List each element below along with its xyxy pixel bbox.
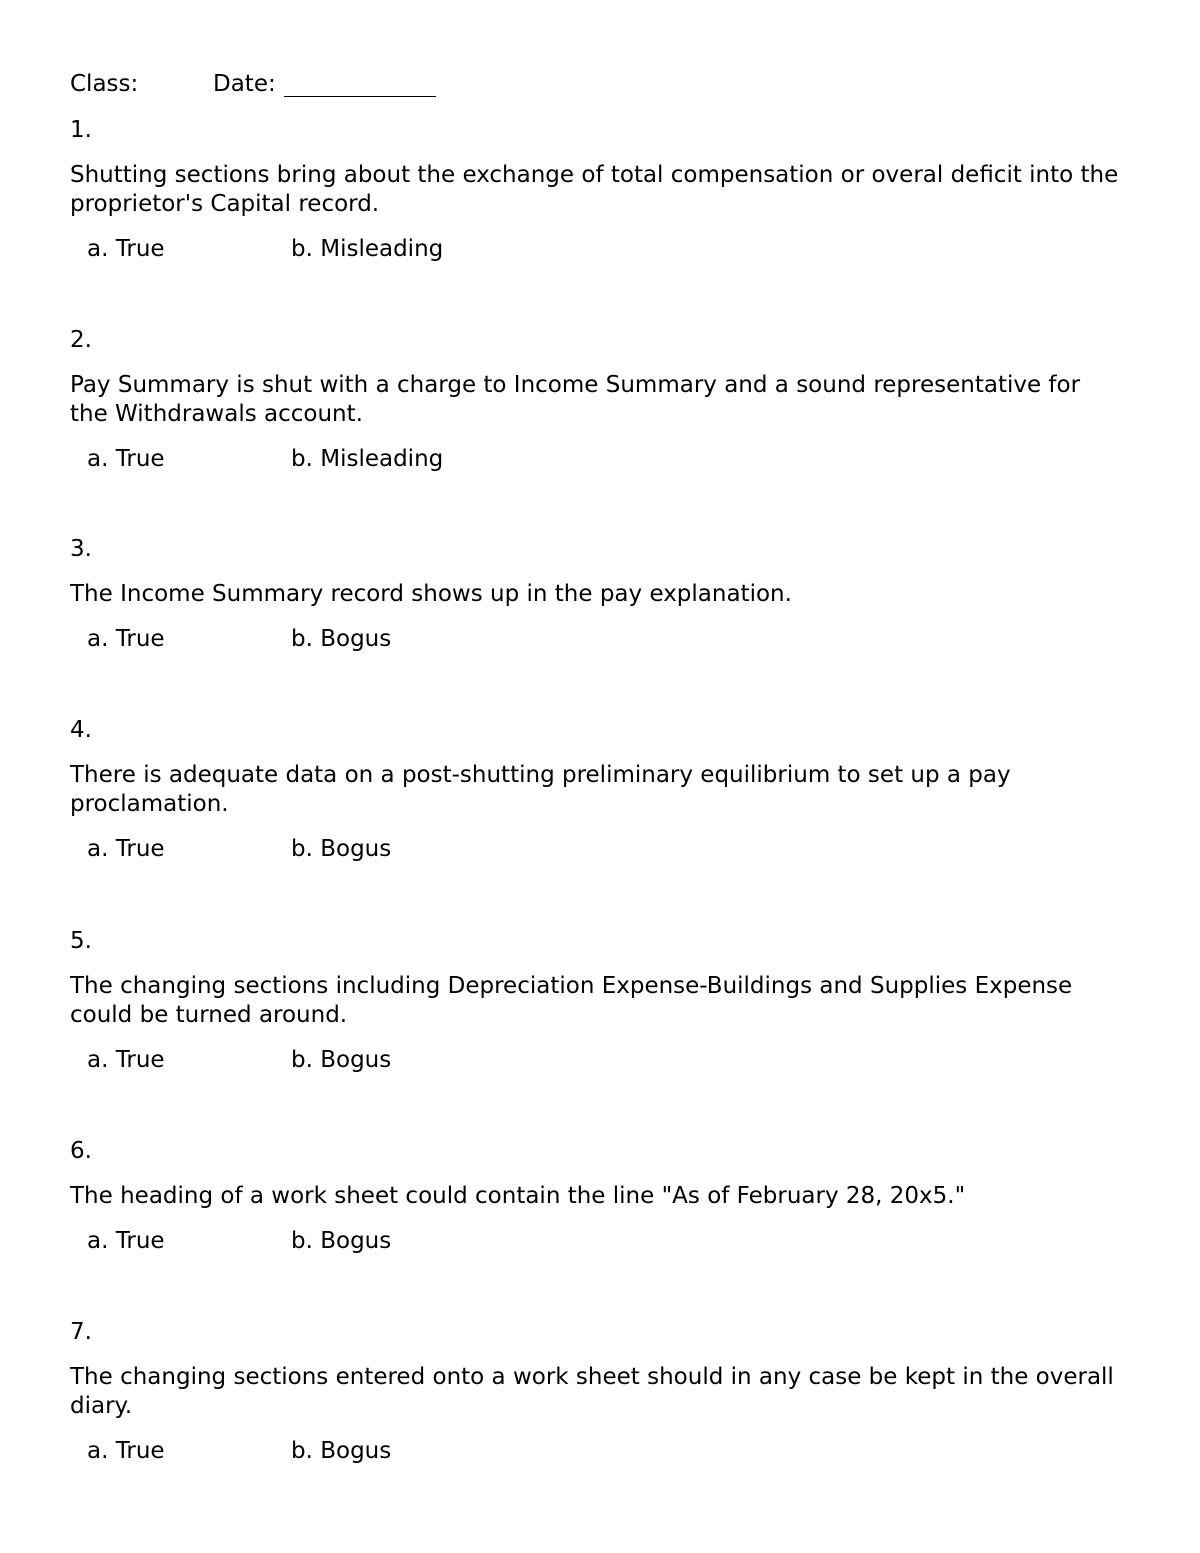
class-label: Class: [70, 71, 139, 97]
question-number: 4. [70, 717, 92, 743]
option-a: a. True [87, 236, 165, 262]
question-number: 2. [70, 327, 92, 353]
question-text: The changing sections entered onto a work sheet should in any case be kept in the overall diary. [70, 1364, 1114, 1419]
option-a: a. True [87, 1228, 165, 1254]
question-text: The heading of a work sheet could contain the line "As of February 28, 20x5." [70, 1183, 966, 1209]
option-a: a. True [87, 1047, 165, 1073]
option-b: b. Misleading [291, 236, 444, 262]
date-blank-line [284, 96, 436, 97]
option-a: a. True [87, 626, 165, 652]
question-text: There is adequate data on a post-shutting preliminary equilibrium to set up a pay proclamation. [70, 762, 1011, 817]
question-4 [70, 716, 1120, 864]
answer-options [70, 835, 1120, 864]
question-number: 5. [70, 928, 92, 954]
answer-options [70, 1046, 1120, 1075]
question-6 [70, 1137, 1120, 1256]
question-number: 6. [70, 1138, 92, 1164]
question-text: Pay Summary is shut with a charge to Income Summary and a sound representative for the Withdrawals account. [70, 372, 1081, 427]
option-a: a. True [87, 836, 165, 862]
question-text: The Income Summary record shows up in the pay explanation. [70, 581, 792, 607]
question-number: 3. [70, 536, 92, 562]
question-text: The changing sections including Depreciation Expense-Buildings and Supplies Expense could be turned around. [70, 973, 1073, 1028]
option-b: b. Bogus [291, 1047, 392, 1073]
question-2 [70, 326, 1120, 474]
answer-options [70, 625, 1120, 654]
question-5 [70, 927, 1120, 1075]
answer-options [70, 445, 1120, 474]
question-3 [70, 535, 1120, 654]
answer-options [70, 1227, 1120, 1256]
option-b: b. Bogus [291, 1438, 392, 1464]
question-number: 1. [70, 117, 92, 143]
answer-options [70, 1437, 1120, 1466]
option-b: b. Bogus [291, 836, 392, 862]
option-a: a. True [87, 446, 165, 472]
option-b: b. Bogus [291, 626, 392, 652]
option-b: b. Misleading [291, 446, 444, 472]
answer-options [70, 235, 1120, 264]
option-a: a. True [87, 1438, 165, 1464]
question-1 [70, 116, 1120, 264]
question-number: 7. [70, 1319, 92, 1345]
date-label: Date: [213, 71, 276, 97]
option-b: b. Bogus [291, 1228, 392, 1254]
question-text: Shutting sections bring about the exchange of total compensation or overal deficit into the proprietor's Capital record. [70, 162, 1119, 217]
header [70, 70, 276, 99]
question-7 [70, 1318, 1120, 1466]
